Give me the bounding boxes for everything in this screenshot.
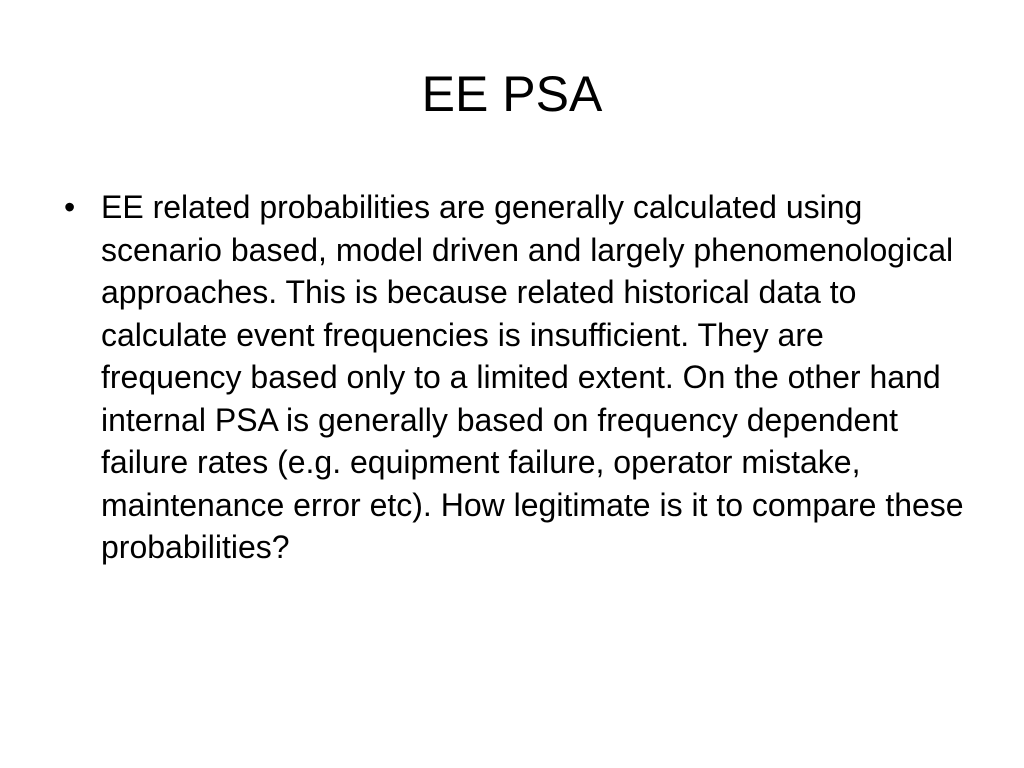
bullet-marker: • <box>64 189 76 225</box>
bullet-text: EE related probabilities are generally calculated using scenario based, model driven and largely phenomenological approaches. This is because related historical data to calculate event frequencies is insufficient. They are frequency based only to a limited extent. On the other hand internal PSA is generally based on frequency dependent failure rates (e.g. equipment failure, operator mistake, maintenance error etc). How legitimate is it to compare these probabilities? <box>101 189 964 565</box>
bullet-item <box>64 186 964 569</box>
slide-title: EE PSA <box>421 66 603 122</box>
bullet-list <box>64 186 964 569</box>
